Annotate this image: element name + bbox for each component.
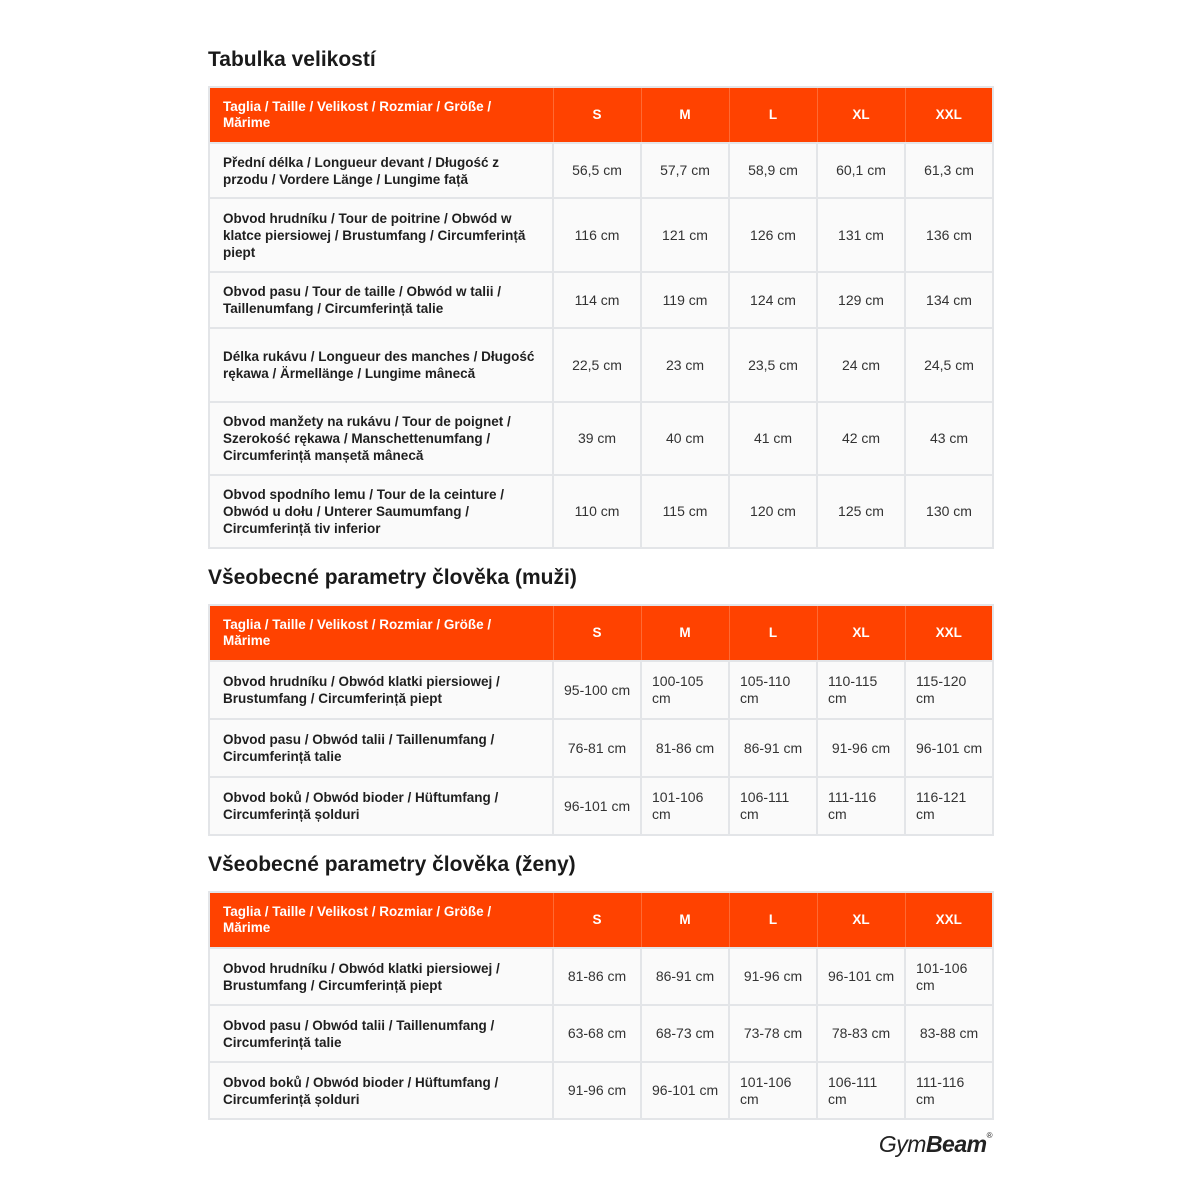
row-label: Obvod manžety na rukávu / Tour de poignet / Szerokość rękawa / Manschettenumfang / Circumferință manșetă mânecă (209, 402, 553, 475)
cell-value: 119 cm (641, 272, 729, 328)
cell-value: 111-116 cm (817, 777, 905, 835)
cell-value: 78-83 cm (817, 1005, 905, 1062)
cell-value: 73-78 cm (729, 1005, 817, 1062)
cell-value: 57,7 cm (641, 143, 729, 198)
cell-value: 114 cm (553, 272, 641, 328)
header-size-l: L (729, 87, 817, 143)
cell-value: 68-73 cm (641, 1005, 729, 1062)
cell-value: 121 cm (641, 198, 729, 272)
cell-value: 129 cm (817, 272, 905, 328)
row-label: Obvod hrudníku / Obwód klatki piersiowej / Brustumfang / Circumferință piept (209, 948, 553, 1005)
cell-value: 58,9 cm (729, 143, 817, 198)
cell-value: 83-88 cm (905, 1005, 993, 1062)
cell-value: 111-116 cm (905, 1062, 993, 1119)
cell-value: 115 cm (641, 475, 729, 548)
cell-value: 106-111 cm (817, 1062, 905, 1119)
cell-value: 101-106 cm (729, 1062, 817, 1119)
header-row (209, 87, 993, 143)
cell-value: 131 cm (817, 198, 905, 272)
cell-value: 61,3 cm (905, 143, 993, 198)
cell-value: 22,5 cm (553, 328, 641, 402)
cell-value: 81-86 cm (553, 948, 641, 1005)
header-row (209, 605, 993, 661)
header-size-m: M (641, 605, 729, 661)
header-size-xxl: XXL (905, 605, 993, 661)
registered-mark: ® (986, 1131, 992, 1140)
cell-value: 96-101 cm (553, 777, 641, 835)
cell-value: 23,5 cm (729, 328, 817, 402)
header-size-s: S (553, 892, 641, 948)
header-size-l: L (729, 892, 817, 948)
header-size-xl: XL (817, 892, 905, 948)
cell-value: 100-105 cm (641, 661, 729, 719)
table-row (209, 661, 993, 719)
cell-value: 110 cm (553, 475, 641, 548)
cell-value: 134 cm (905, 272, 993, 328)
row-label: Obvod spodního lemu / Tour de la ceinture / Obwód u dołu / Unterer Saumumfang / Circumferință tiv inferior (209, 475, 553, 548)
cell-value: 96-101 cm (905, 719, 993, 777)
header-size-label: Taglia / Taille / Velikost / Rozmiar / Größe / Mărime (209, 892, 553, 948)
size-chart-table (208, 86, 994, 549)
cell-value: 136 cm (905, 198, 993, 272)
cell-value: 130 cm (905, 475, 993, 548)
header-size-label: Taglia / Taille / Velikost / Rozmiar / Größe / Mărime (209, 87, 553, 143)
cell-value: 40 cm (641, 402, 729, 475)
cell-value: 96-101 cm (817, 948, 905, 1005)
table-row (209, 1062, 993, 1119)
cell-value: 125 cm (817, 475, 905, 548)
women-parameters-title: Všeobecné parametry člověka (ženy) (208, 853, 576, 876)
header-size-m: M (641, 87, 729, 143)
table-row (209, 777, 993, 835)
row-label: Délka rukávu / Longueur des manches / Długość rękawa / Ärmellänge / Lungime mânecă (209, 328, 553, 402)
cell-value: 91-96 cm (729, 948, 817, 1005)
men-parameters-title: Všeobecné parametry člověka (muži) (208, 566, 577, 589)
cell-value: 124 cm (729, 272, 817, 328)
cell-value: 101-106 cm (641, 777, 729, 835)
header-size-xxl: XXL (905, 87, 993, 143)
cell-value: 120 cm (729, 475, 817, 548)
cell-value: 86-91 cm (641, 948, 729, 1005)
cell-value: 56,5 cm (553, 143, 641, 198)
header-size-xl: XL (817, 87, 905, 143)
header-size-m: M (641, 892, 729, 948)
cell-value: 110-115 cm (817, 661, 905, 719)
cell-value: 91-96 cm (553, 1062, 641, 1119)
size-chart-title: Tabulka velikostí (208, 48, 376, 71)
header-row (209, 892, 993, 948)
header-size-label: Taglia / Taille / Velikost / Rozmiar / Größe / Mărime (209, 605, 553, 661)
header-size-xxl: XXL (905, 892, 993, 948)
header-size-s: S (553, 605, 641, 661)
row-label: Obvod boků / Obwód bioder / Hüftumfang / Circumferință șolduri (209, 777, 553, 835)
cell-value: 91-96 cm (817, 719, 905, 777)
cell-value: 42 cm (817, 402, 905, 475)
cell-value: 126 cm (729, 198, 817, 272)
cell-value: 81-86 cm (641, 719, 729, 777)
cell-value: 60,1 cm (817, 143, 905, 198)
cell-value: 23 cm (641, 328, 729, 402)
cell-value: 63-68 cm (553, 1005, 641, 1062)
cell-value: 43 cm (905, 402, 993, 475)
row-label: Obvod boků / Obwód bioder / Hüftumfang / Circumferință șolduri (209, 1062, 553, 1119)
header-size-xl: XL (817, 605, 905, 661)
cell-value: 95-100 cm (553, 661, 641, 719)
cell-value: 115-120 cm (905, 661, 993, 719)
table-row (209, 948, 993, 1005)
cell-value: 116 cm (553, 198, 641, 272)
cell-value: 106-111 cm (729, 777, 817, 835)
table-row (209, 402, 993, 475)
table-row (209, 475, 993, 548)
logo-text-beam: Beam (925, 1131, 987, 1157)
cell-value: 76-81 cm (553, 719, 641, 777)
row-label: Obvod pasu / Obwód talii / Taillenumfang / Circumferință talie (209, 719, 553, 777)
cell-value: 24,5 cm (905, 328, 993, 402)
header-size-s: S (553, 87, 641, 143)
logo-text-gym: Gym (878, 1131, 926, 1157)
gymbeam-logo (879, 1131, 992, 1158)
table-row (209, 328, 993, 402)
cell-value: 39 cm (553, 402, 641, 475)
cell-value: 41 cm (729, 402, 817, 475)
row-label: Obvod hrudníku / Obwód klatki piersiowej / Brustumfang / Circumferință piept (209, 661, 553, 719)
cell-value: 24 cm (817, 328, 905, 402)
table-row (209, 198, 993, 272)
row-label: Obvod pasu / Obwód talii / Taillenumfang / Circumferință talie (209, 1005, 553, 1062)
table-row (209, 719, 993, 777)
row-label: Obvod hrudníku / Tour de poitrine / Obwód w klatce piersiowej / Brustumfang / Circumferință piept (209, 198, 553, 272)
cell-value: 116-121 cm (905, 777, 993, 835)
cell-value: 101-106 cm (905, 948, 993, 1005)
row-label: Přední délka / Longueur devant / Długość z przodu / Vordere Länge / Lungime față (209, 143, 553, 198)
cell-value: 86-91 cm (729, 719, 817, 777)
header-size-l: L (729, 605, 817, 661)
table-row (209, 1005, 993, 1062)
men-parameters-table (208, 604, 994, 836)
women-parameters-table (208, 891, 994, 1120)
table-row (209, 272, 993, 328)
row-label: Obvod pasu / Tour de taille / Obwód w talii / Taillenumfang / Circumferință talie (209, 272, 553, 328)
cell-value: 96-101 cm (641, 1062, 729, 1119)
table-row (209, 143, 993, 198)
cell-value: 105-110 cm (729, 661, 817, 719)
